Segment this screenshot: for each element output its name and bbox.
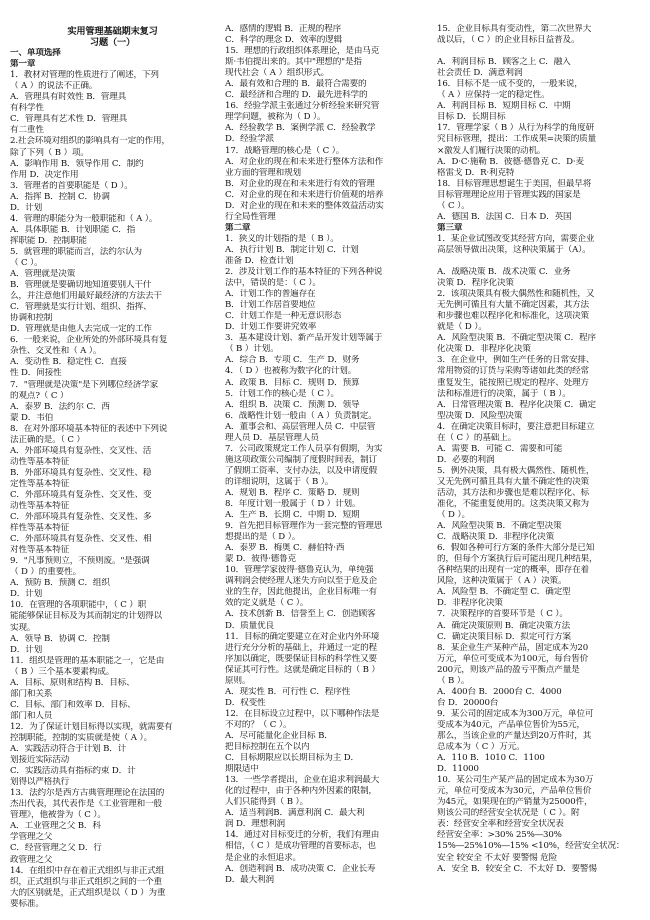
text-line: 部门和人员 [10,710,53,721]
text-line: B．计划工作居首要地位 [225,300,316,311]
text-line: 元，单位可变成本为30元，产品单位售价 [437,786,592,797]
text-line: 15．企业目标具有变动性，第二次世界大 [437,24,592,34]
text-line: 斯·韦伯提出来的。其中"理想的"是指 [225,57,362,68]
text-line: 格雷戈 D．R·利克特 [437,167,515,178]
text-line: C．外部环境具有复杂性、交叉性、相 [10,534,152,545]
column-left [10,26,215,910]
text-line: D．对企业的现在和未来的整体效益活动实 [225,200,384,211]
text-line: A．计划工作的普遍存在 [225,289,316,300]
text-line: C．外部环境具有复杂性、交叉性、变 [10,489,152,500]
text-line: 8．在对外部环境基本特征的表述中下列说 [10,423,168,434]
text-line: 化决策 D．非程序化决策 [437,344,531,355]
text-line: 在（ C ）的基础上。 [437,432,517,443]
text-line: 10．管理学家彼得·德鲁克认为，单纯强 [225,565,374,576]
text-line: 划接近实际活动 [10,755,70,766]
text-line: （ D ）的重要性。 [10,567,82,578]
text-line: 不对的？（ C ）。 [225,719,292,730]
text-line: D．管理就是由他人去完成一定的工作 [10,324,152,335]
text-line: D．计划 [10,589,43,600]
text-line: 了假期工资率、支付办法，以及申请度假 [225,465,377,476]
text-line: 18．目标管理思想诞生于美国，但最早将 [437,178,592,189]
text-line: A．适当利润B．满意利润 C．最大利 [225,808,365,819]
text-line: 的观点?（ C ） [10,390,69,401]
text-line: 常用物资的订货与采购等诸如此类的经常 [437,366,589,377]
text-line: 行全局性管理 [225,211,276,222]
text-line: 那么，当该企业的产量达到20万件时，其 [437,731,592,741]
text-line: A．管理具有时效性 B．管理具 [10,92,127,103]
text-line: 保证其可行性。这就是确定目标的（ B ） [225,664,380,675]
text-line: D．非程序化决策 [437,598,503,609]
text-line: A．泰罗 B．梅奥 C．赫伯特·西 [225,543,345,554]
text-line: 2.社会环境对组织的影响具有一定的作用， [10,136,170,147]
text-line: 台 D．20000台 [437,697,499,708]
text-line: 和步骤也难以程序化和标准化，这项决策 [437,311,589,322]
text-line: A．执行计划 B．制定计划 C．计划 [225,244,359,255]
text-line: 2．该项决策具有极大偶然性和随机性，又 [437,289,595,300]
text-line: D．质量优良 [225,620,274,631]
text-line: 协调和控制 [10,313,53,324]
text-line: 定性等基本特征 [10,478,70,489]
text-line: 蒙 D．彼得·德鲁克 [225,554,297,565]
text-line: A．目标、原则和结构 B．目标、 [10,677,135,688]
text-line: 作用 D．决定作用 [10,169,79,180]
text-line: 政管理之父 [10,854,53,865]
text-line: 14．通过对目标变迁的分析，我们有理由 [225,830,380,841]
text-line: 7．决策程序的首要环节是（ C ）。 [437,609,568,620]
text-line: （ A ）应保持一定的稳定性。 [437,90,550,101]
text-line: A．创造利润 B．成功决策 C．企业长寿 [225,863,376,874]
text-line: A．具体职能 B．计划职能 C．指 [10,224,136,235]
text-line: 部门和关系 [10,688,53,699]
text-line: 16．目标不是一成不变的，一般来说， [437,79,583,90]
text-line: A．实践活动符合于计划 B．计 [10,744,127,755]
text-line: 期限适中 [225,764,259,775]
text-line: A．需要 B．可能 C．需要和可能 [437,443,563,454]
text-line: 12．在目标设立过程中，以下哪种作法是 [225,708,380,719]
text-line: （ B ）。 [437,675,470,686]
text-line: 性 D．间接性 [10,368,62,379]
text-line: A．组织 B．决策 C．预测 D．领导 [225,399,360,410]
text-line: 3．管理者的首要职能是（ D ）。 [10,180,133,191]
text-line: （ D ）。 [437,510,470,521]
text-line: 6．假如各种可行方案的条件大部分是已知 [437,543,595,554]
text-line: A．风险型 B．不确定型 C．确定型 [437,587,571,598]
text-line: 风险，这种决策属于（ A ）决策。 [437,576,567,587]
text-line: （ C ）。 [10,257,43,268]
text-line: 17．战略管理的核心是（ C ）。 [225,145,345,156]
text-line: 1．狭义的计划指的是（ B ）。 [225,233,339,244]
text-line: 第二章 [225,222,251,233]
text-line: A．外部环境具有复杂性、交叉性、活 [10,445,152,456]
text-line: A．风险型决策 B．不确定型决策 [437,521,562,532]
text-line: 效的定义就是（ C ）。 [225,598,309,609]
text-line: 7．"管理就是决策"是下列哪位经济学家 [10,379,159,390]
text-line: 蒙 D．韦伯 [10,412,54,423]
text-line: 划得以严格执行 [10,777,70,788]
text-line: 11．目标的确定要建立在对企业内外环境 [225,631,380,642]
text-line: 总成本为（ C ）万元。 [437,742,525,753]
text-line: 学管理之父 [10,832,53,843]
text-line: 控制职能，控制的实质就是使（ A ）。 [10,733,153,743]
text-line: D．计划 [10,644,43,655]
text-line: A．经验教学 B．案例学派 C．经验教学 [225,123,376,134]
text-line: 11．组织是管理的基本职能之一，它是由 [10,655,165,666]
text-line: A．尽可能量化企业目标 B． [225,731,333,741]
text-line: 型决策 D．风险型决策 [437,410,523,421]
text-line: （ B ）计划。 [225,344,279,355]
text-line: A．安全 B．较安全 C．不太好 D．要警惕 [437,863,597,874]
text-line: 为45元，如果现在的产销量为25000件， [437,797,593,808]
text-line: A．利润目标 B．顾客之上 C．融入 [437,57,571,68]
text-line: C．对企业的现在和未来进行价值观的培养 [225,189,384,200]
text-line: 9．某公司的固定成本为300万元，单位可 [437,708,594,719]
text-line: C．管理具有艺术性 D．管理具 [10,114,128,125]
text-line: D．计划工作要讲究效率 [225,322,317,333]
text-line: 10．在管理的各项职能中，（ C ）职 [10,600,147,611]
text-line: 变成本为40元，产品单位售价为55元， [437,719,585,730]
text-line: 化的过程中，由于各种内外因素的限制， [225,786,377,797]
text-line: 5．计划工作的核心是（ C ）。 [225,388,339,399]
text-line: 业方面的管理和规划 [225,167,301,178]
text-line: 重复发生，能按照已规定的程序、处理方 [437,377,589,388]
text-line: A．领导 B．协调 C．控制 [10,633,110,644]
text-line: A．风险型决策 B．不确定型决策 C．程序 [437,333,596,344]
text-line: 8．某企业生产某种产品，固定成本为20 [437,642,589,653]
text-line: C．最经济和合理的 D．最先进科学的 [225,90,368,101]
text-line: 9．"凡事预则立，不预则废。"是强调 [10,556,150,567]
text-line: 6．一般来说，企业所处的外部环境具有复 [10,335,168,346]
text-line: A．预防 B．预测 C．组织 [10,578,110,589]
text-line: 活动，其方法和步骤也是难以程序化、标 [437,487,589,498]
text-line: D．计划 [10,202,43,213]
text-line: 又无先例可循且具有大量不确定性的决策 [437,476,589,487]
text-line: A．技术创新 B．信誉至上 C．创造顾客 [225,609,376,620]
text-line: 大的区别就是，正式组织是以（ D ）为重 [10,887,166,898]
text-line: 安全 较安全 不太好 要警惕 危险 [437,852,558,863]
text-line: 就是（ D ）。 [437,322,487,333]
text-line: 17．管理学家（ B ）从行为科学的角度研 [437,123,595,134]
text-line: C．目标、部门和效率 D．目标、 [10,699,136,710]
text-line: 理学问题，被称为（ D ）。 [225,112,326,123]
text-line: A．变动性 B．稳定性 C．直接 [10,357,127,368]
text-line: 相信，（ C ）是成功管理的首要标志，也 [225,841,376,852]
text-line: 对性等基本特征 [10,545,70,556]
text-line: 9．首先把目标管理作为一套完整的管理思 [225,521,383,532]
text-line: 各种结果的出现有一定的概率，即存在着 [437,565,589,576]
text-line: 施这项政策公司编制了度假时间表，制订 [225,454,377,465]
column-middle [225,24,430,886]
text-line: 杂性、交叉性和（ A ）。 [10,346,102,357]
text-line: 13．法约尔是西方古典管理理论在法国的 [10,788,165,799]
text-line: 14．在组织中存在着正式组织与非正式组 [10,865,165,876]
text-line: D．必要的利润 [437,454,495,465]
text-line: 15%―25%10%―15% <10%，经营安全状况： [437,841,625,852]
text-line: 么，并注意他们用最好最经济的方法去干 [10,291,162,302]
text-line: A．管理就是决策 [10,269,76,280]
text-line: 决策 D．程序化决策 [437,278,514,289]
text-line: 进行充分分析的基础上，并通过一定的程 [225,642,377,653]
text-line: 的，但每个方案执行后可能出现几种结果， [437,554,598,565]
text-line: 除了下列（ B ）项。 [10,147,89,158]
text-line: （ C ）。 [437,200,470,211]
text-line: 8．年度计划一般属于（ D ）计划。 [225,499,361,510]
text-line: 现代社会（ A ）组织形式。 [225,68,330,79]
text-line: 业的生存，因此他提出，企业目标唯一有 [225,587,377,598]
text-line: 3．基本建设计划、新产品开发计划等属于 [225,333,383,344]
text-line: C．外部环境具有复杂性、交叉性、多 [10,512,152,523]
text-line: 想提出的是（ D ）。 [225,532,301,543]
text-line: 的详细说明，这属于（ B ）。 [225,476,334,487]
text-line: B．管理就是要确切地知道要别人干什 [10,280,152,291]
text-line: 13．一些学者提出，企业在追求利润最大 [225,775,380,786]
text-line: C．战略决策 D．非程序化决策 [437,532,555,543]
text-line: 把目标控制在五个以内 [225,742,310,753]
text-line: 杰出代表，其代表作是《工业管理和一般 [10,799,162,810]
text-line: A．规划 B．程序 C．策略 D．规则 [225,487,360,498]
text-line: 调利润会使经理人迷失方向以至于危及企 [225,576,377,587]
text-line: A．确定决策原则 B．确定决策方法 [437,620,571,631]
text-line: 1．教材对管理的性质进行了阐述，下列 [10,70,159,81]
document-subtitle: 习题（一） [89,37,136,49]
text-line: 12．为了保证计划目标得以实现，就需要有 [10,721,173,732]
text-line: 16．经验学派主张通过分析经验来研究管 [225,101,380,112]
text-line: 润 D．理想利润 [225,819,285,830]
text-line: A．现实性 B．可行性 C．程序性 [225,686,351,697]
text-line: 万元，单位可变成本为100元，每台售价 [437,653,589,664]
text-line: A．德国 B．法国 C．日本 D．英国 [437,211,572,222]
text-line: 经营安全率：>30% 25%―30% [437,830,562,841]
text-line: 200元，则该产品的盈亏平衡点产量是 [437,664,580,675]
text-line: 目标管理理论应用于管理实践的国家是 [437,189,581,200]
text-line: A．政策 B．目标 C．规则 D．预算 [225,377,360,388]
text-line: C．目标期限应以长期目标为主 D． [225,753,359,764]
text-line: A．日常管理决策 B．程序化决策 C．确定 [437,399,596,410]
text-line: 理人员 D．基层管理人员 [225,432,319,443]
text-line: D．经验学派 [225,134,274,145]
text-line: 人们只能得到（ B ）。 [225,797,309,808]
text-line: C．科学的理念 D．效率的逻辑 [225,35,343,46]
text-line: ×激发人们履行决策的动机。 [437,145,546,156]
text-line: 10．某公司生产某产品的固定成本为30万 [437,775,594,786]
text-line: 有二重性 [10,125,44,136]
text-line: 社会责任 D．满意利润 [437,68,523,79]
text-line: 5．例外决策，具有极大偶然性、随机性， [437,465,595,476]
text-line: A．对企业的现在和未来进行整体方法和作 [225,156,384,167]
text-line: 准备 D．检查计划 [225,255,294,266]
text-line: 织，正式组织与非正式组织之间的一个重 [10,876,162,887]
text-line: 能能够保证目标及为其而制定的计划得以 [10,611,162,622]
text-line: C．经营管理之父 D．行 [10,843,102,854]
text-line: 4．（ D ）也被称为数字化的计划。 [225,366,357,377]
text-line: 4．管理的职能分为一般职能和（ A ）。 [10,213,158,224]
text-line: 5．就管理的职能而言，法约尔认为 [10,246,142,257]
text-line: （ A ）的说法不正确。 [10,81,98,92]
text-line: A．最有效和合理的 B．最符合需要的 [225,79,367,90]
text-line [437,46,642,57]
text-line: 一、单项选择 [10,48,61,59]
text-line: 15．理想的行政组织体系理论，是由马克 [225,46,380,57]
text-line: （ B ）三个基本要素构成。 [10,666,115,677]
text-line: 1．某企业试图改变其经营方向，需要企业 [437,233,595,244]
text-line: D．权变性 [225,697,266,708]
text-line: D．最大利润 [225,874,274,885]
text-line: 法正确的是。（ C ） [10,434,85,445]
text-line: 序加以确定，既要保证目标的科学性又要 [225,653,377,664]
text-line: B．外部环境具有复杂性、交叉性、稳 [10,467,152,478]
text-line: 挥职能 D．控制职能 [10,235,87,246]
document-title: 实用管理基础期末复习 [67,26,158,37]
text-line: 动性等基本特征 [10,456,70,467]
text-line: A．工业管理之父 B．科 [10,821,101,832]
text-line: A．综合 B．专项 C．生产 D．财务 [225,355,360,366]
text-line: 动性等基本特征 [10,501,70,512]
column-right [437,24,642,875]
text-line: 法和标准进行的决策，属于（ B ）。 [437,388,571,399]
text-line: A．利润目标 B．短期目标 C．中期 [437,101,571,112]
text-line: 有科学性 [10,103,44,114]
text-line: 法中，错误的是：（ C ）。 [225,278,321,289]
text-line: D．11000 [437,764,479,775]
text-line: A．战略决策 B．战术决策 C．业务 [437,267,571,278]
text-line: 准化，不能重复使用的。这类决策又称为 [437,499,589,510]
text-line: 究目标管理，提出：工作成果=决策的质量 [437,134,597,145]
text-line: A．400台 B．2000台 C．4000 [437,686,562,697]
text-line: A．泰罗 B．法约尔 C．西 [10,401,110,412]
text-line: A．生产 B．长期 C．中期 D．短期 [225,510,360,521]
text-line: 7．公司政策规定工作人员享有假期，为实 [225,443,383,454]
text-line: 目标 D．长期目标 [437,112,506,123]
text-line: C．实践活动具有指标约束 D．计 [10,766,136,777]
text-line: A．D·C·施勒 B．彼德·德鲁克 C．D·麦 [437,156,584,167]
text-line: 战以后，（ C ）的企业目标日益普及。 [437,35,580,46]
text-line: C．确定决策目标 D．拟定可行方案 [437,631,571,642]
text-line: 原则。 [225,675,251,686]
text-line [437,256,642,267]
text-line: C．管理就是实行计划、组织、指挥、 [10,302,152,313]
text-line: 2．涉及计划工作的基本特征的下列各种说 [225,267,383,278]
text-line: 无先例可循且有大量不确定因素，其方法 [437,300,589,311]
text-line: B．对企业的现在和未来进行有效的管理 [225,178,375,189]
text-line: 第一章 [10,59,36,70]
text-line: 表：经营安全率和经营安全状况表 [437,819,564,830]
text-line: 第三章 [437,222,463,233]
text-line: 4．在确定决策目标时，要注意把目标建立 [437,421,595,432]
text-line: 实现。 [10,622,36,633]
text-line: 高层领导做出决策，这种决策属于（A）。 [437,244,591,255]
text-line: 3．在企业中，例如生产任务的日常安排、 [437,355,595,366]
text-line: A．110 B．1010 C．1100 [437,753,545,764]
text-line: 则该公司的经营安全状况是（ C ）。附 [437,808,580,819]
text-line: 要标准。 [10,898,44,909]
text-line: 是企业的永恒追求。 [225,852,301,863]
text-line: A．影响作用 B．领导作用 C．制约 [10,158,144,169]
text-line: C．计划工作是一种无意识形态 [225,311,342,322]
text-line: 6．战略性计划一般由（ A ）负责制定。 [225,410,377,421]
text-line: A．感情的逻辑 B．正规的程序 [225,24,342,34]
text-line: 样性等基本特征 [10,523,70,534]
text-line: A．董事会和、高层管理人员 C．中层管 [225,421,376,432]
text-line: A．指挥 B．控制 C．协调 [10,191,110,202]
text-line: 管理》，他被誉为（ C ）。 [10,810,106,821]
